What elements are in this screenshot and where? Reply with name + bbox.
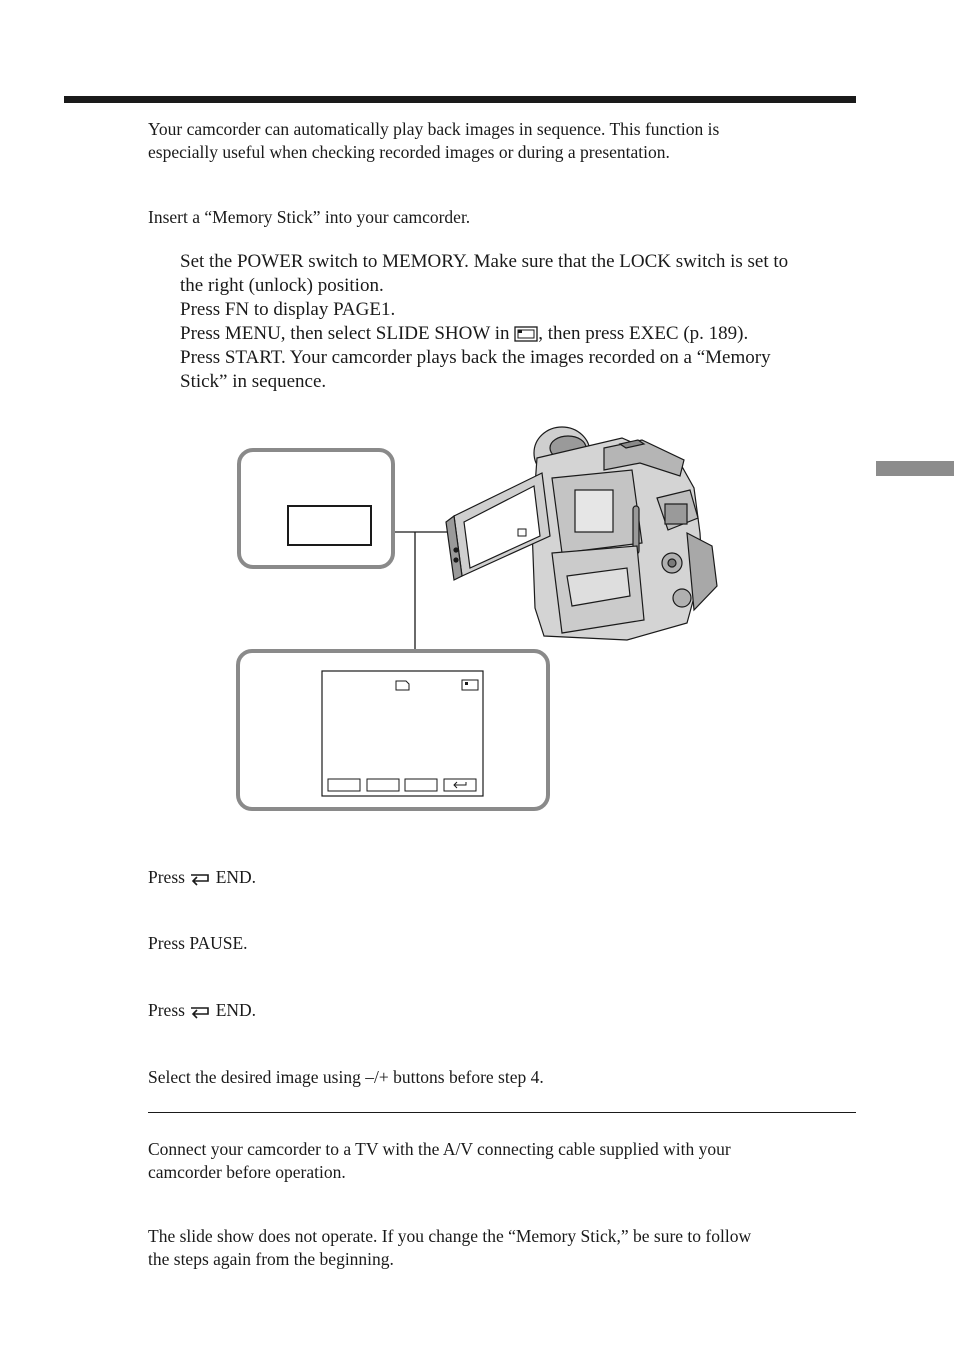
press-end-2-after: END. bbox=[215, 1000, 257, 1020]
memory-stick-menu-icon bbox=[514, 326, 538, 342]
slideshow-note bbox=[148, 1225, 868, 1271]
slideshow-note-line-2: the steps again from the beginning. bbox=[148, 1249, 394, 1269]
connect-line-1: Connect your camcorder to a TV with the A/V connecting cable supplied with your bbox=[148, 1139, 731, 1159]
section-divider bbox=[148, 1112, 856, 1113]
step-3 bbox=[180, 322, 860, 346]
intro-paragraph bbox=[148, 118, 848, 164]
header-rule bbox=[64, 96, 856, 103]
chapter-side-tab bbox=[876, 461, 954, 476]
connect-tv-note bbox=[148, 1138, 868, 1184]
intro-line-2: especially useful when checking recorded images or during a presentation. bbox=[148, 142, 670, 162]
return-arrow-icon bbox=[189, 872, 211, 886]
press-end-instruction-1 bbox=[148, 866, 256, 888]
step-4 bbox=[180, 346, 860, 394]
step-1-line-2: the right (unlock) position. bbox=[180, 275, 384, 296]
press-end-instruction-2 bbox=[148, 999, 256, 1021]
step-1 bbox=[180, 250, 860, 298]
step-list bbox=[180, 250, 860, 394]
insert-instruction: Insert a “Memory Stick” into your camcorder. bbox=[148, 207, 471, 227]
step-4-line-2: Stick” in sequence. bbox=[180, 371, 327, 392]
step-1-line-1: Set the POWER switch to MEMORY. Make sure that the LOCK switch is set to bbox=[180, 251, 789, 272]
camcorder-illustration bbox=[232, 418, 732, 818]
connect-line-2: camcorder before operation. bbox=[148, 1162, 346, 1182]
press-end-1-before: Press bbox=[148, 867, 185, 887]
step-2: Press FN to display PAGE1. bbox=[180, 299, 396, 320]
upper-callout bbox=[239, 450, 393, 567]
return-arrow-icon bbox=[189, 1005, 211, 1019]
press-end-2-before: Press bbox=[148, 1000, 185, 1020]
step-4-line-1: Press START. Your camcorder plays back the images recorded on a “Memory bbox=[180, 347, 771, 368]
lower-callout bbox=[238, 651, 548, 809]
select-image-instruction: Select the desired image using –/+ buttons before step 4. bbox=[148, 1067, 544, 1087]
intro-line-1: Your camcorder can automatically play back images in sequence. This function is bbox=[148, 119, 720, 139]
step-3-text-before: Press MENU, then select SLIDE SHOW in bbox=[180, 323, 510, 344]
press-pause-instruction: Press PAUSE. bbox=[148, 933, 248, 953]
camcorder-body bbox=[532, 427, 717, 640]
step-3-text-after: , then press EXEC (p. 189). bbox=[538, 323, 749, 344]
press-end-1-after: END. bbox=[215, 867, 257, 887]
slideshow-note-line-1: The slide show does not operate. If you change the “Memory Stick,” be sure to follow bbox=[148, 1226, 752, 1246]
